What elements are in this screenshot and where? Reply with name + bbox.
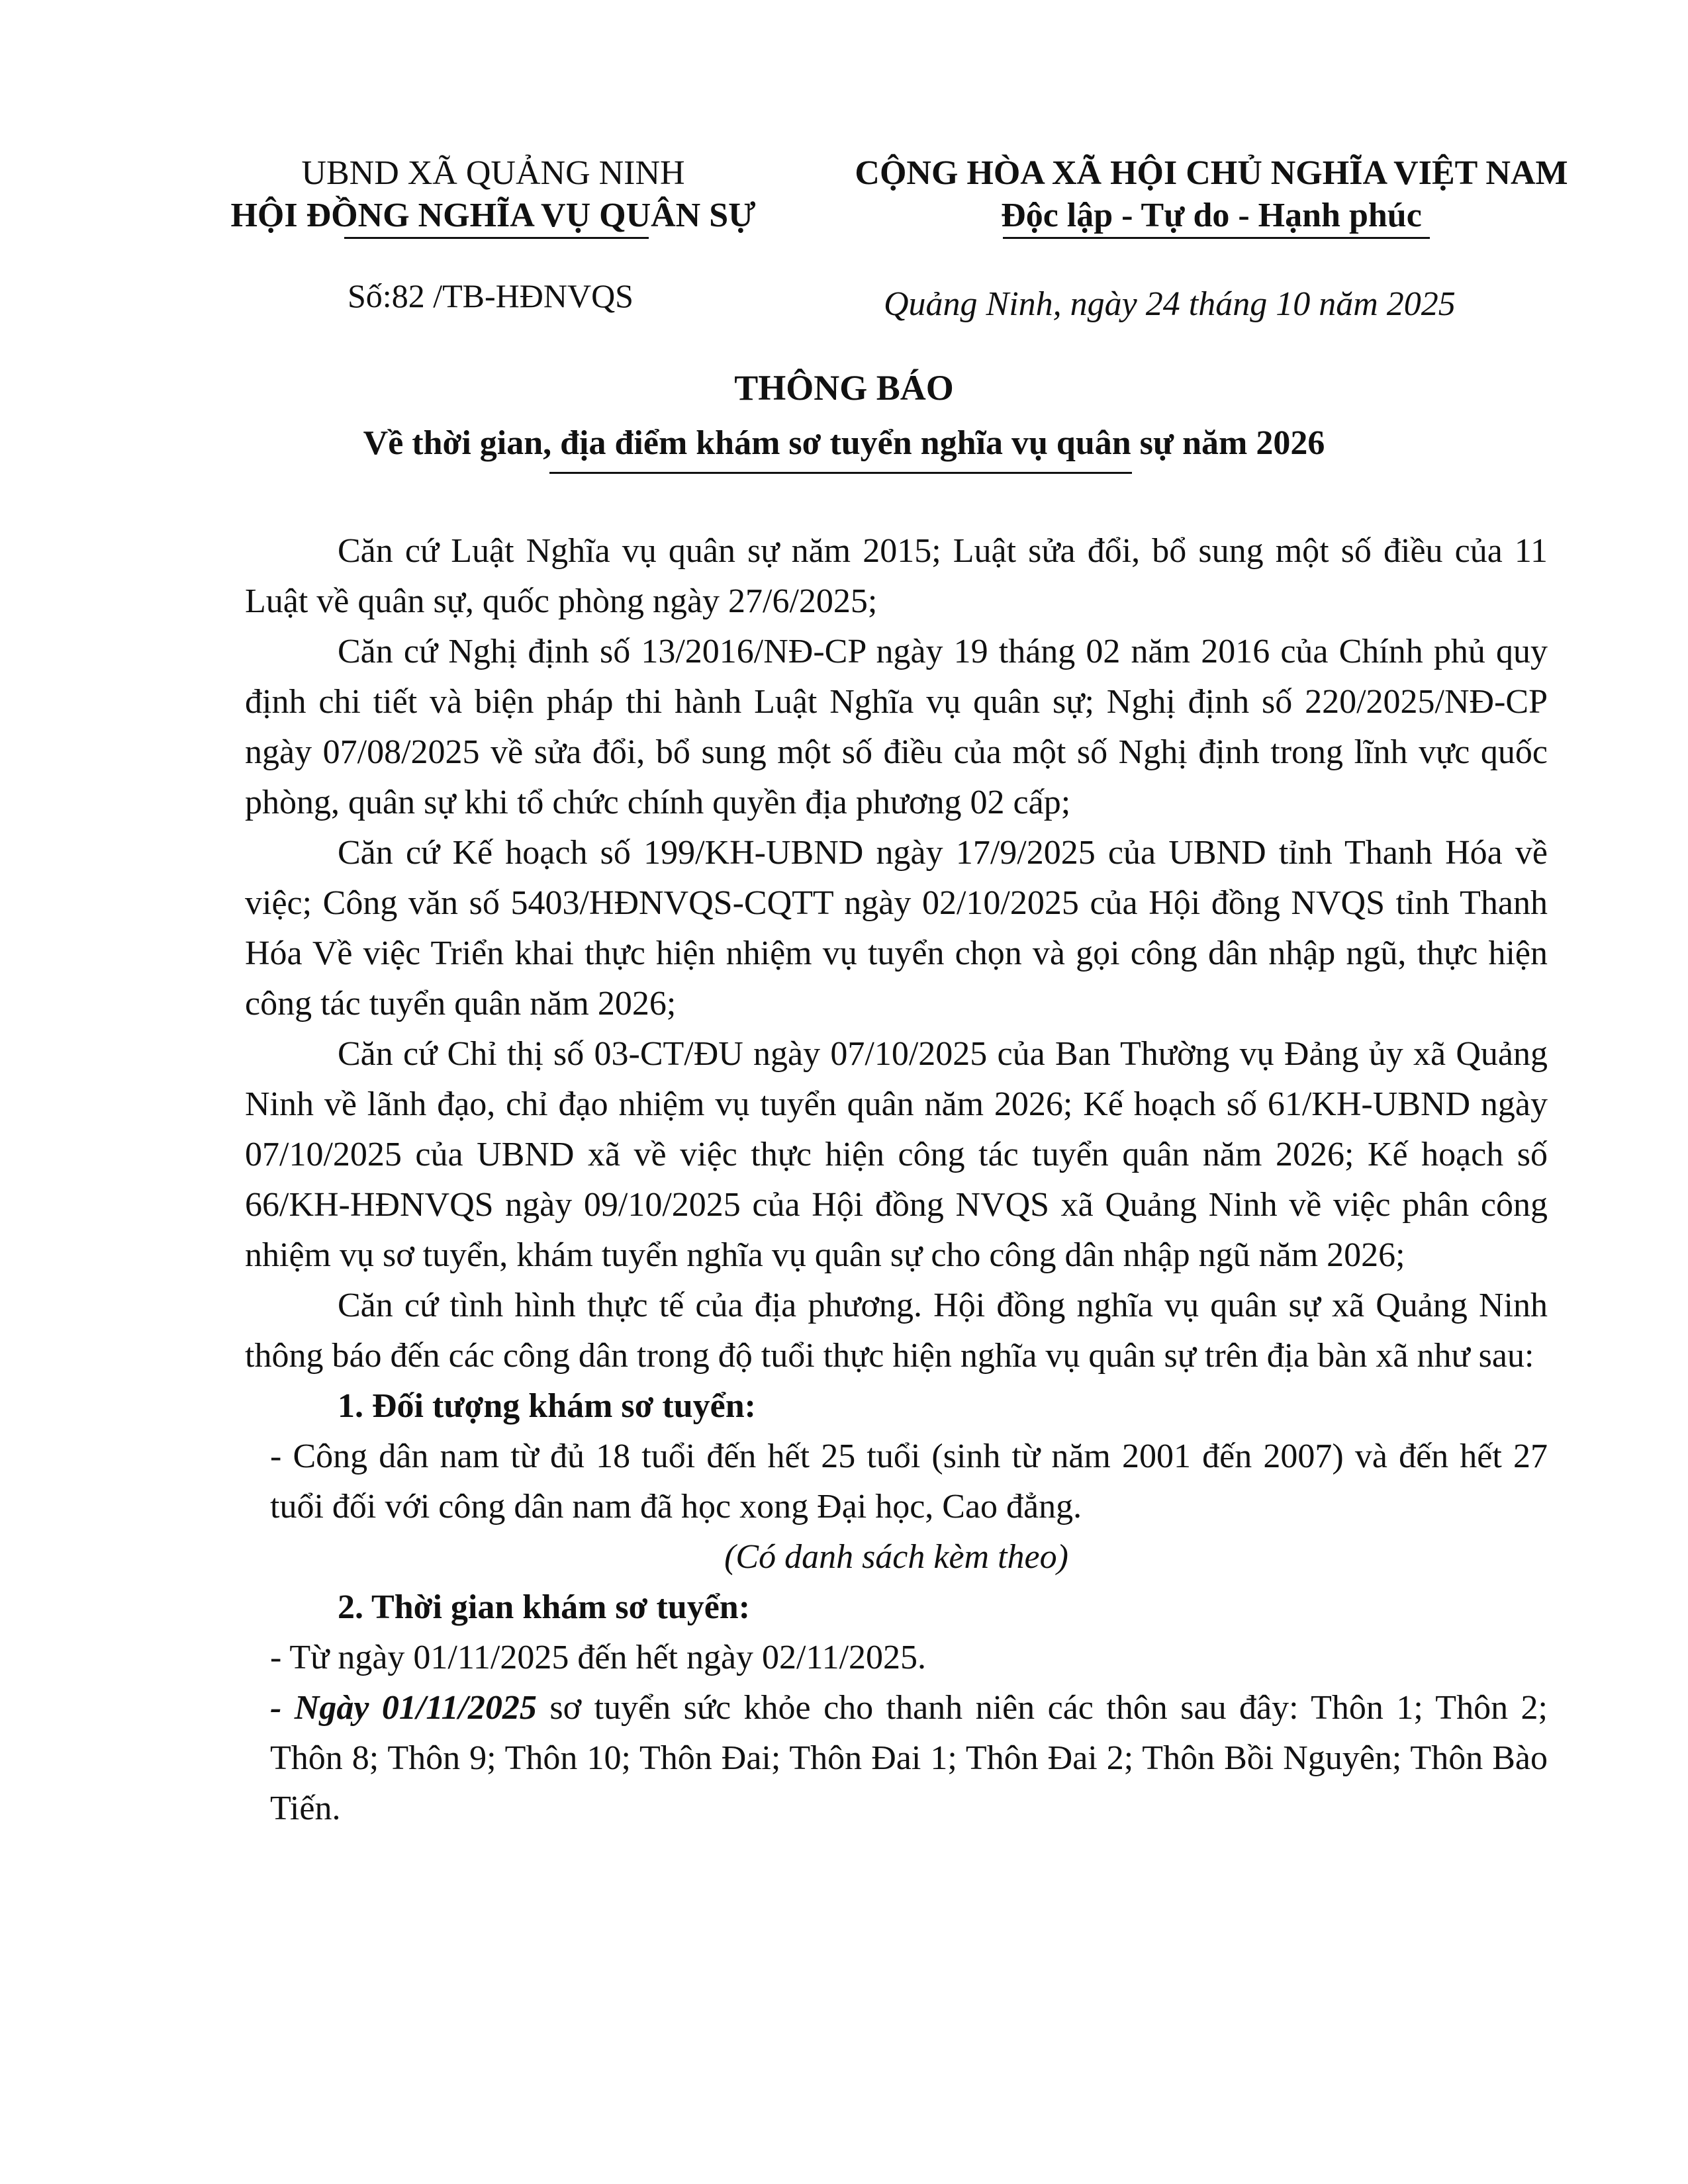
issuer-underline <box>344 237 649 239</box>
issuer-line-1: UBND XÃ QUẢNG NINH <box>301 154 685 192</box>
exam-day-1-date: - Ngày 01/11/2025 <box>270 1689 537 1727</box>
document-subtitle: Về thời gian, địa điểm khám sơ tuyển nghĩa vụ quân sự năm 2026 <box>363 424 1325 462</box>
place-and-date: Quảng Ninh, ngày 24 tháng 10 năm 2025 <box>884 285 1456 323</box>
section-heading-1: 1. Đối tượng khám sơ tuyển: <box>338 1387 756 1425</box>
motto-underline <box>1003 237 1430 239</box>
national-heading <box>821 152 1602 237</box>
issuer-line-2: HỘI ĐỒNG NGHĨA VỤ QUÂN SỰ <box>230 197 756 234</box>
section-heading-2: 2. Thời gian khám sơ tuyển: <box>338 1588 751 1626</box>
paragraph-exam-period: - Từ ngày 01/11/2025 đến hết ngày 02/11/2025. <box>270 1639 927 1676</box>
paragraph-announcement: Căn cứ tình hình thực tế của địa phương. Hội đồng nghĩa vụ quân sự xã Quảng Ninh thông báo đến các công dân trong độ tuổi thực hiện nghĩa vụ quân sự trên địa bàn xã như sau: <box>245 1287 1548 1375</box>
country-name: CỘNG HÒA XÃ HỘI CHỦ NGHĨA VIỆT NAM <box>855 154 1568 192</box>
document-body <box>245 526 1548 1834</box>
issuer-block <box>179 152 808 237</box>
national-motto: Độc lập - Tự do - Hạnh phúc <box>1001 197 1422 234</box>
paragraph-legal-basis-3: Căn cứ Kế hoạch số 199/KH-UBND ngày 17/9/2025 của UBND tỉnh Thanh Hóa về việc; Công văn số 5403/HĐNVQS-CQTT ngày 02/10/2025 của Hội đồng NVQS tỉnh Thanh Hóa Về việc Triển khai thực hiện nhiệm vụ tuyển chọn và gọi công dân nhập ngũ, thực hiện công tác tuyển quân năm 2026; <box>245 834 1548 1023</box>
document-number: Số:82 /TB-HĐNVQS <box>348 277 633 314</box>
paragraph-legal-basis-1: Căn cứ Luật Nghĩa vụ quân sự năm 2015; Luật sửa đổi, bổ sung một số điều của 11 Luật về quân sự, quốc phòng ngày 27/6/2025; <box>245 532 1548 620</box>
document-title: THÔNG BÁO <box>734 368 954 408</box>
exam-day-1-villages: sơ tuyển sức khỏe cho thanh niên các thôn sau đây: Thôn 1; Thôn 2; Thôn 8; Thôn 9; Thôn 10; Thôn Đai; Thôn Đai 1; Thôn Đai 2; Thôn Bồi Nguyên; Thôn Bào Tiến. <box>270 1689 1548 1827</box>
paragraph-exam-day-1 <box>245 1683 1548 1834</box>
attached-list-note: (Có danh sách kèm theo) <box>724 1538 1068 1576</box>
subtitle-underline <box>549 472 1132 474</box>
paragraph-legal-basis-4: Căn cứ Chỉ thị số 03-CT/ĐU ngày 07/10/2025 của Ban Thường vụ Đảng ủy xã Quảng Ninh về lãnh đạo, chỉ đạo nhiệm vụ tuyển quân năm 2026; Kế hoạch số 61/KH-UBND ngày 07/10/2025 của UBND xã về việc thực hiện công tác tuyển quân năm 2026; Kế hoạch số 66/KH-HĐNVQS ngày 09/10/2025 của Hội đồng NVQS xã Quảng Ninh về việc phân công nhiệm vụ sơ tuyển, khám tuyển nghĩa vụ quân sự cho công dân nhập ngũ năm 2026; <box>245 1035 1548 1274</box>
paragraph-eligible-citizens: - Công dân nam từ đủ 18 tuổi đến hết 25 tuổi (sinh từ năm 2001 đến 2007) và đến hết 27 tuổi đối với công dân nam đã học xong Đại học, Cao đẳng. <box>270 1437 1548 1525</box>
paragraph-legal-basis-2: Căn cứ Nghị định số 13/2016/NĐ-CP ngày 19 tháng 02 năm 2016 của Chính phủ quy định chi tiết và biện pháp thi hành Luật Nghĩa vụ quân sự; Nghị định số 220/2025/NĐ-CP ngày 07/08/2025 về sửa đổi, bổ sung một số điều của một số Nghị định trong lĩnh vực quốc phòng, quân sự khi tổ chức chính quyền địa phương 02 cấp; <box>245 633 1548 821</box>
